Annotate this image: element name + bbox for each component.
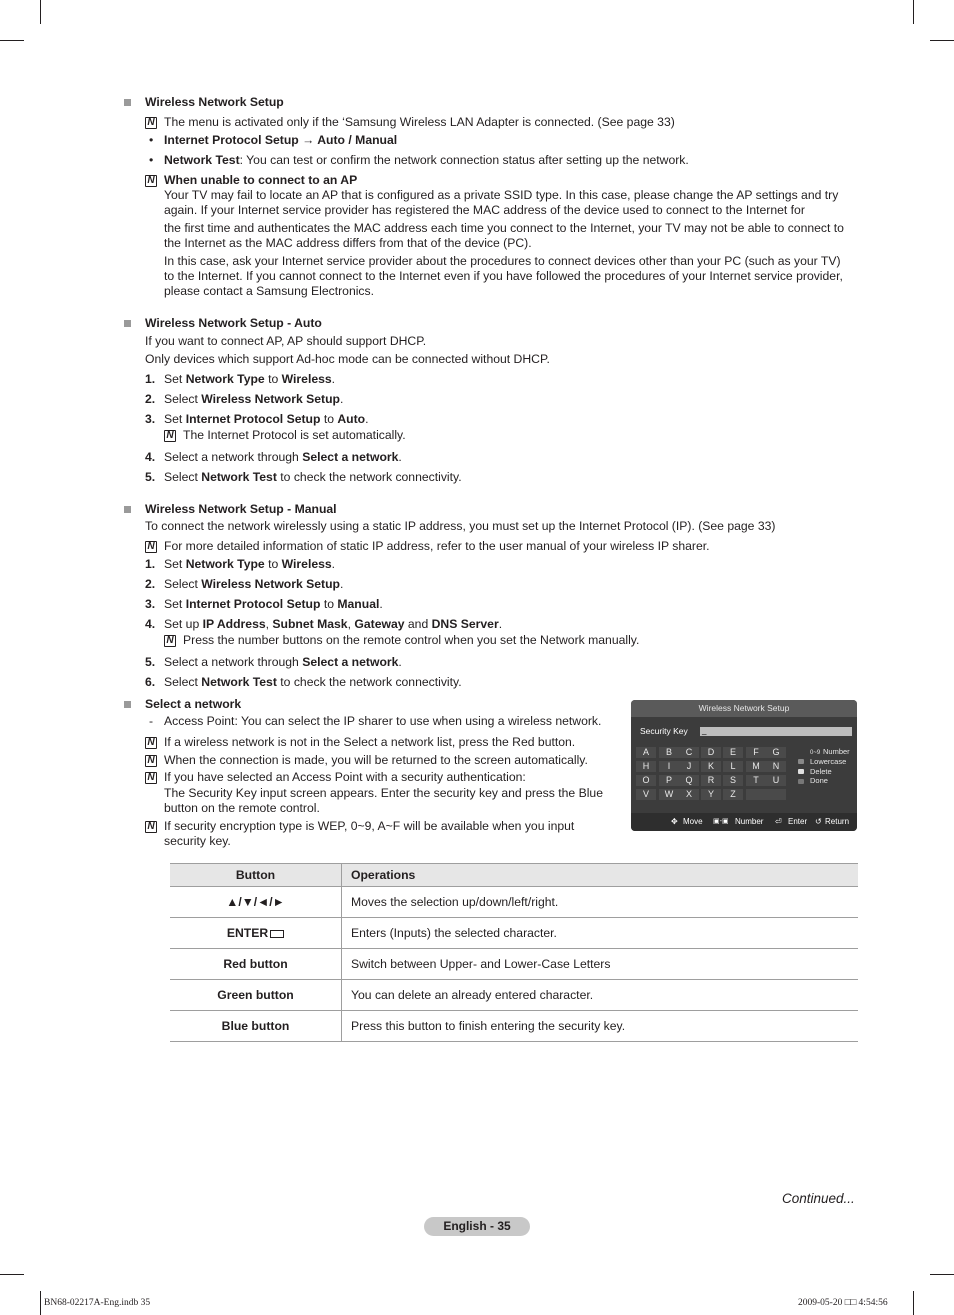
section-bullet-icon [124, 506, 131, 513]
paragraph: If you want to connect AP, AP should support DHCP. [145, 334, 427, 348]
osd-key[interactable]: B [659, 747, 679, 758]
return-icon: ↺ [815, 817, 822, 826]
section-title-select-network: Select a network [145, 697, 242, 711]
osd-key[interactable]: C [679, 747, 699, 758]
table-row [170, 980, 858, 1011]
note-icon: N [145, 821, 157, 833]
step-text: Select Network Test to check the network connectivity. [164, 675, 462, 689]
step-text: Set up IP Address, Subnet Mask, Gateway and DNS Server. [164, 617, 503, 631]
bullet-network-test [164, 153, 689, 169]
note-icon: N [145, 755, 157, 767]
step-number: 1. [145, 372, 156, 386]
section-bullet-icon [124, 99, 131, 106]
cell-button: Red button [170, 949, 342, 980]
note-text: The menu is activated only if the ‘Samsung Wireless LAN Adapter is connected. (See page 33) [164, 115, 675, 129]
note-text: button on the remote control. [164, 801, 320, 815]
enter-label: ENTER [226, 926, 269, 940]
crop-mark [40, 1291, 41, 1315]
osd-key[interactable]: R [701, 775, 721, 786]
continued-label: Continued... [782, 1191, 855, 1206]
slug-datetime: 2009-05-20 □□ 4:54:56 [798, 1298, 888, 1308]
step-text: Set Network Type to Wireless. [164, 372, 336, 386]
note-text: For more detailed information of static IP address, refer to the user manual of your wireless IP sharer. [164, 539, 710, 553]
table-header-row [170, 864, 858, 887]
step-number: 3. [145, 412, 156, 426]
step-number: 4. [145, 617, 156, 631]
osd-key[interactable]: G [766, 747, 786, 758]
note-icon: N [145, 737, 157, 749]
step-number: 2. [145, 577, 156, 591]
note-text: security key. [164, 834, 231, 848]
osd-legend-delete: Delete [810, 767, 832, 776]
osd-key[interactable]: N [766, 761, 786, 772]
note-text: The Security Key input screen appears. Enter the security key and press the Blue [164, 786, 603, 800]
number-keys-icon: ▣-▣ [713, 818, 729, 825]
osd-key[interactable]: H [636, 761, 656, 772]
osd-key[interactable]: U [766, 775, 786, 786]
note-line: again. If your Internet service provider has registered the MAC address of the device used to connect to the Internet for [164, 203, 805, 217]
step-text: Select a network through Select a network. [164, 450, 402, 464]
osd-key[interactable]: Y [701, 789, 721, 800]
section-bullet-icon [124, 701, 131, 708]
osd-key[interactable]: J [679, 761, 699, 772]
cell-operation: You can delete an already entered character. [342, 980, 859, 1011]
step-number: 3. [145, 597, 156, 611]
security-key-input[interactable]: _ [700, 727, 852, 736]
footer-enter: Enter [788, 817, 808, 826]
crop-mark [930, 40, 954, 41]
table-row [170, 1011, 858, 1042]
osd-key[interactable]: X [679, 789, 699, 800]
cell-button: Blue button [170, 1011, 342, 1042]
osd-title: Wireless Network Setup [631, 700, 857, 717]
page-number-badge: English - 35 [424, 1217, 530, 1236]
paragraph: Only devices which support Ad-hoc mode can be connected without DHCP. [145, 352, 550, 366]
osd-key[interactable]: E [723, 747, 743, 758]
step-number: 5. [145, 655, 156, 669]
step-text: Set Internet Protocol Setup to Manual. [164, 597, 383, 611]
step-number: 2. [145, 392, 156, 406]
cell-button: ▲/▼/◄/► [170, 887, 342, 918]
footer-move: Move [683, 817, 703, 826]
osd-key[interactable]: L [723, 761, 743, 772]
osd-key[interactable]: Z [723, 789, 743, 800]
osd-key[interactable]: W [659, 789, 679, 800]
osd-key[interactable]: T [746, 775, 766, 786]
step-number: 5. [145, 470, 156, 484]
note-text: If security encryption type is WEP, 0~9, A~F will be available when you input [164, 819, 575, 833]
step-text: Select Wireless Network Setup. [164, 392, 344, 406]
note-line: please contact a Samsung Electronics. [164, 284, 375, 298]
osd-footer [631, 813, 857, 831]
red-button-icon [798, 759, 804, 764]
cell-button [170, 918, 342, 949]
step-text: Select Wireless Network Setup. [164, 577, 344, 591]
bullet-text: : You can test or confirm the network connection status after setting up the network. [239, 153, 689, 167]
note-icon: N [145, 117, 157, 129]
table-row [170, 949, 858, 980]
osd-key[interactable]: S [723, 775, 743, 786]
note-line: to the Internet. If you cannot connect to the Internet even if you have followed the procedures of your Internet service provider, [164, 269, 843, 283]
paragraph: To connect the network wirelessly using a static IP address, you must set up the Internet Protocol (IP). (See page 33) [145, 519, 776, 533]
enter-icon [270, 930, 284, 938]
note-text: The Internet Protocol is set automatically. [183, 428, 406, 442]
bullet-ip-setup: Internet Protocol Setup → Auto / Manual [164, 133, 398, 147]
bullet-dot: • [149, 153, 154, 167]
step-text: Select Network Test to check the network connectivity. [164, 470, 462, 484]
crop-mark [0, 40, 24, 41]
number-icon: 0~9 [810, 750, 821, 756]
cell-operation: Moves the selection up/down/left/right. [342, 887, 859, 918]
note-text: Press the number buttons on the remote control when you set the Network manually. [183, 633, 640, 647]
note-icon: N [164, 430, 176, 442]
note-line: the first time and authenticates the MAC address each time you connect to the Internet, your TV may not be able to connect to [164, 221, 844, 235]
note-text: If you have selected an Access Point with a security authentication: [164, 770, 526, 784]
osd-key[interactable]: O [636, 775, 656, 786]
green-button-icon [798, 769, 804, 774]
section-bullet-icon [124, 320, 131, 327]
note-icon: N [145, 541, 157, 553]
cell-operation: Press this button to finish entering the security key. [342, 1011, 859, 1042]
cell-operation: Enters (Inputs) the selected character. [342, 918, 859, 949]
enter-icon: ⏎ [775, 817, 782, 826]
osd-key[interactable]: Q [679, 775, 699, 786]
cell-button: Green button [170, 980, 342, 1011]
footer-number: Number [735, 817, 764, 826]
osd-legend-lowercase: Lowercase [810, 757, 847, 766]
osd-key[interactable]: V [636, 789, 656, 800]
step-text: Set Network Type to Wireless. [164, 557, 336, 571]
note-text: If a wireless network is not in the Select a network list, press the Red button. [164, 735, 576, 749]
header-button: Button [170, 864, 342, 887]
operations-table [170, 863, 858, 1042]
osd-key[interactable]: P [659, 775, 679, 786]
osd-key[interactable]: K [701, 761, 721, 772]
note-line: In this case, ask your Internet service provider about the procedures to connect devices other than your PC (such as your TV) [164, 254, 841, 268]
step-number: 1. [145, 557, 156, 571]
security-key-osd [631, 700, 857, 831]
note-line: the Internet as the MAC address differs from that of the device (PC). [164, 236, 532, 250]
note-icon: N [164, 635, 176, 647]
note-text: When the connection is made, you will be returned to the screen automatically. [164, 753, 588, 767]
footer-return: Return [825, 817, 850, 826]
osd-key[interactable] [766, 789, 786, 800]
bold-term: Network Test [164, 153, 240, 167]
crop-mark [930, 1274, 954, 1275]
table-row [170, 887, 858, 918]
move-icon: ✥ [671, 817, 678, 826]
osd-key[interactable]: F [746, 747, 766, 758]
note-title: When unable to connect to an AP [164, 173, 358, 187]
blue-button-icon [798, 779, 804, 784]
step-number: 4. [145, 450, 156, 464]
bullet-dot: • [149, 133, 154, 147]
step-number: 6. [145, 675, 156, 689]
section-title-auto: Wireless Network Setup - Auto [145, 316, 322, 330]
header-operations: Operations [342, 864, 859, 887]
dash-text: Access Point: You can select the IP sharer to use when using a wireless network. [164, 714, 602, 728]
table-row [170, 918, 858, 949]
crop-mark [913, 0, 914, 24]
osd-key[interactable] [746, 789, 766, 800]
step-text: Select a network through Select a network. [164, 655, 402, 669]
legend-label: Number [823, 747, 850, 756]
osd-key[interactable]: M [746, 761, 766, 772]
step-text: Set Internet Protocol Setup to Auto. [164, 412, 369, 426]
crop-mark [913, 1291, 914, 1315]
osd-key[interactable]: A [636, 747, 656, 758]
crop-mark [40, 0, 41, 24]
note-icon: N [145, 175, 157, 187]
note-icon: N [145, 772, 157, 784]
crop-mark [0, 1274, 24, 1275]
section-title-wireless-network-setup: Wireless Network Setup [145, 95, 284, 109]
slug-filename: BN68-02217A-Eng.indb 35 [44, 1298, 151, 1308]
dash: - [149, 714, 154, 728]
osd-legend-done: Done [810, 776, 828, 785]
osd-key[interactable]: I [659, 761, 679, 772]
security-key-label: Security Key [640, 726, 688, 736]
section-title-manual: Wireless Network Setup - Manual [145, 502, 337, 516]
osd-key[interactable]: D [701, 747, 721, 758]
note-line: Your TV may fail to locate an AP that is configured as a private SSID type. In this case, please change the AP settings and try [164, 188, 839, 202]
cell-operation: Switch between Upper- and Lower-Case Letters [342, 949, 859, 980]
